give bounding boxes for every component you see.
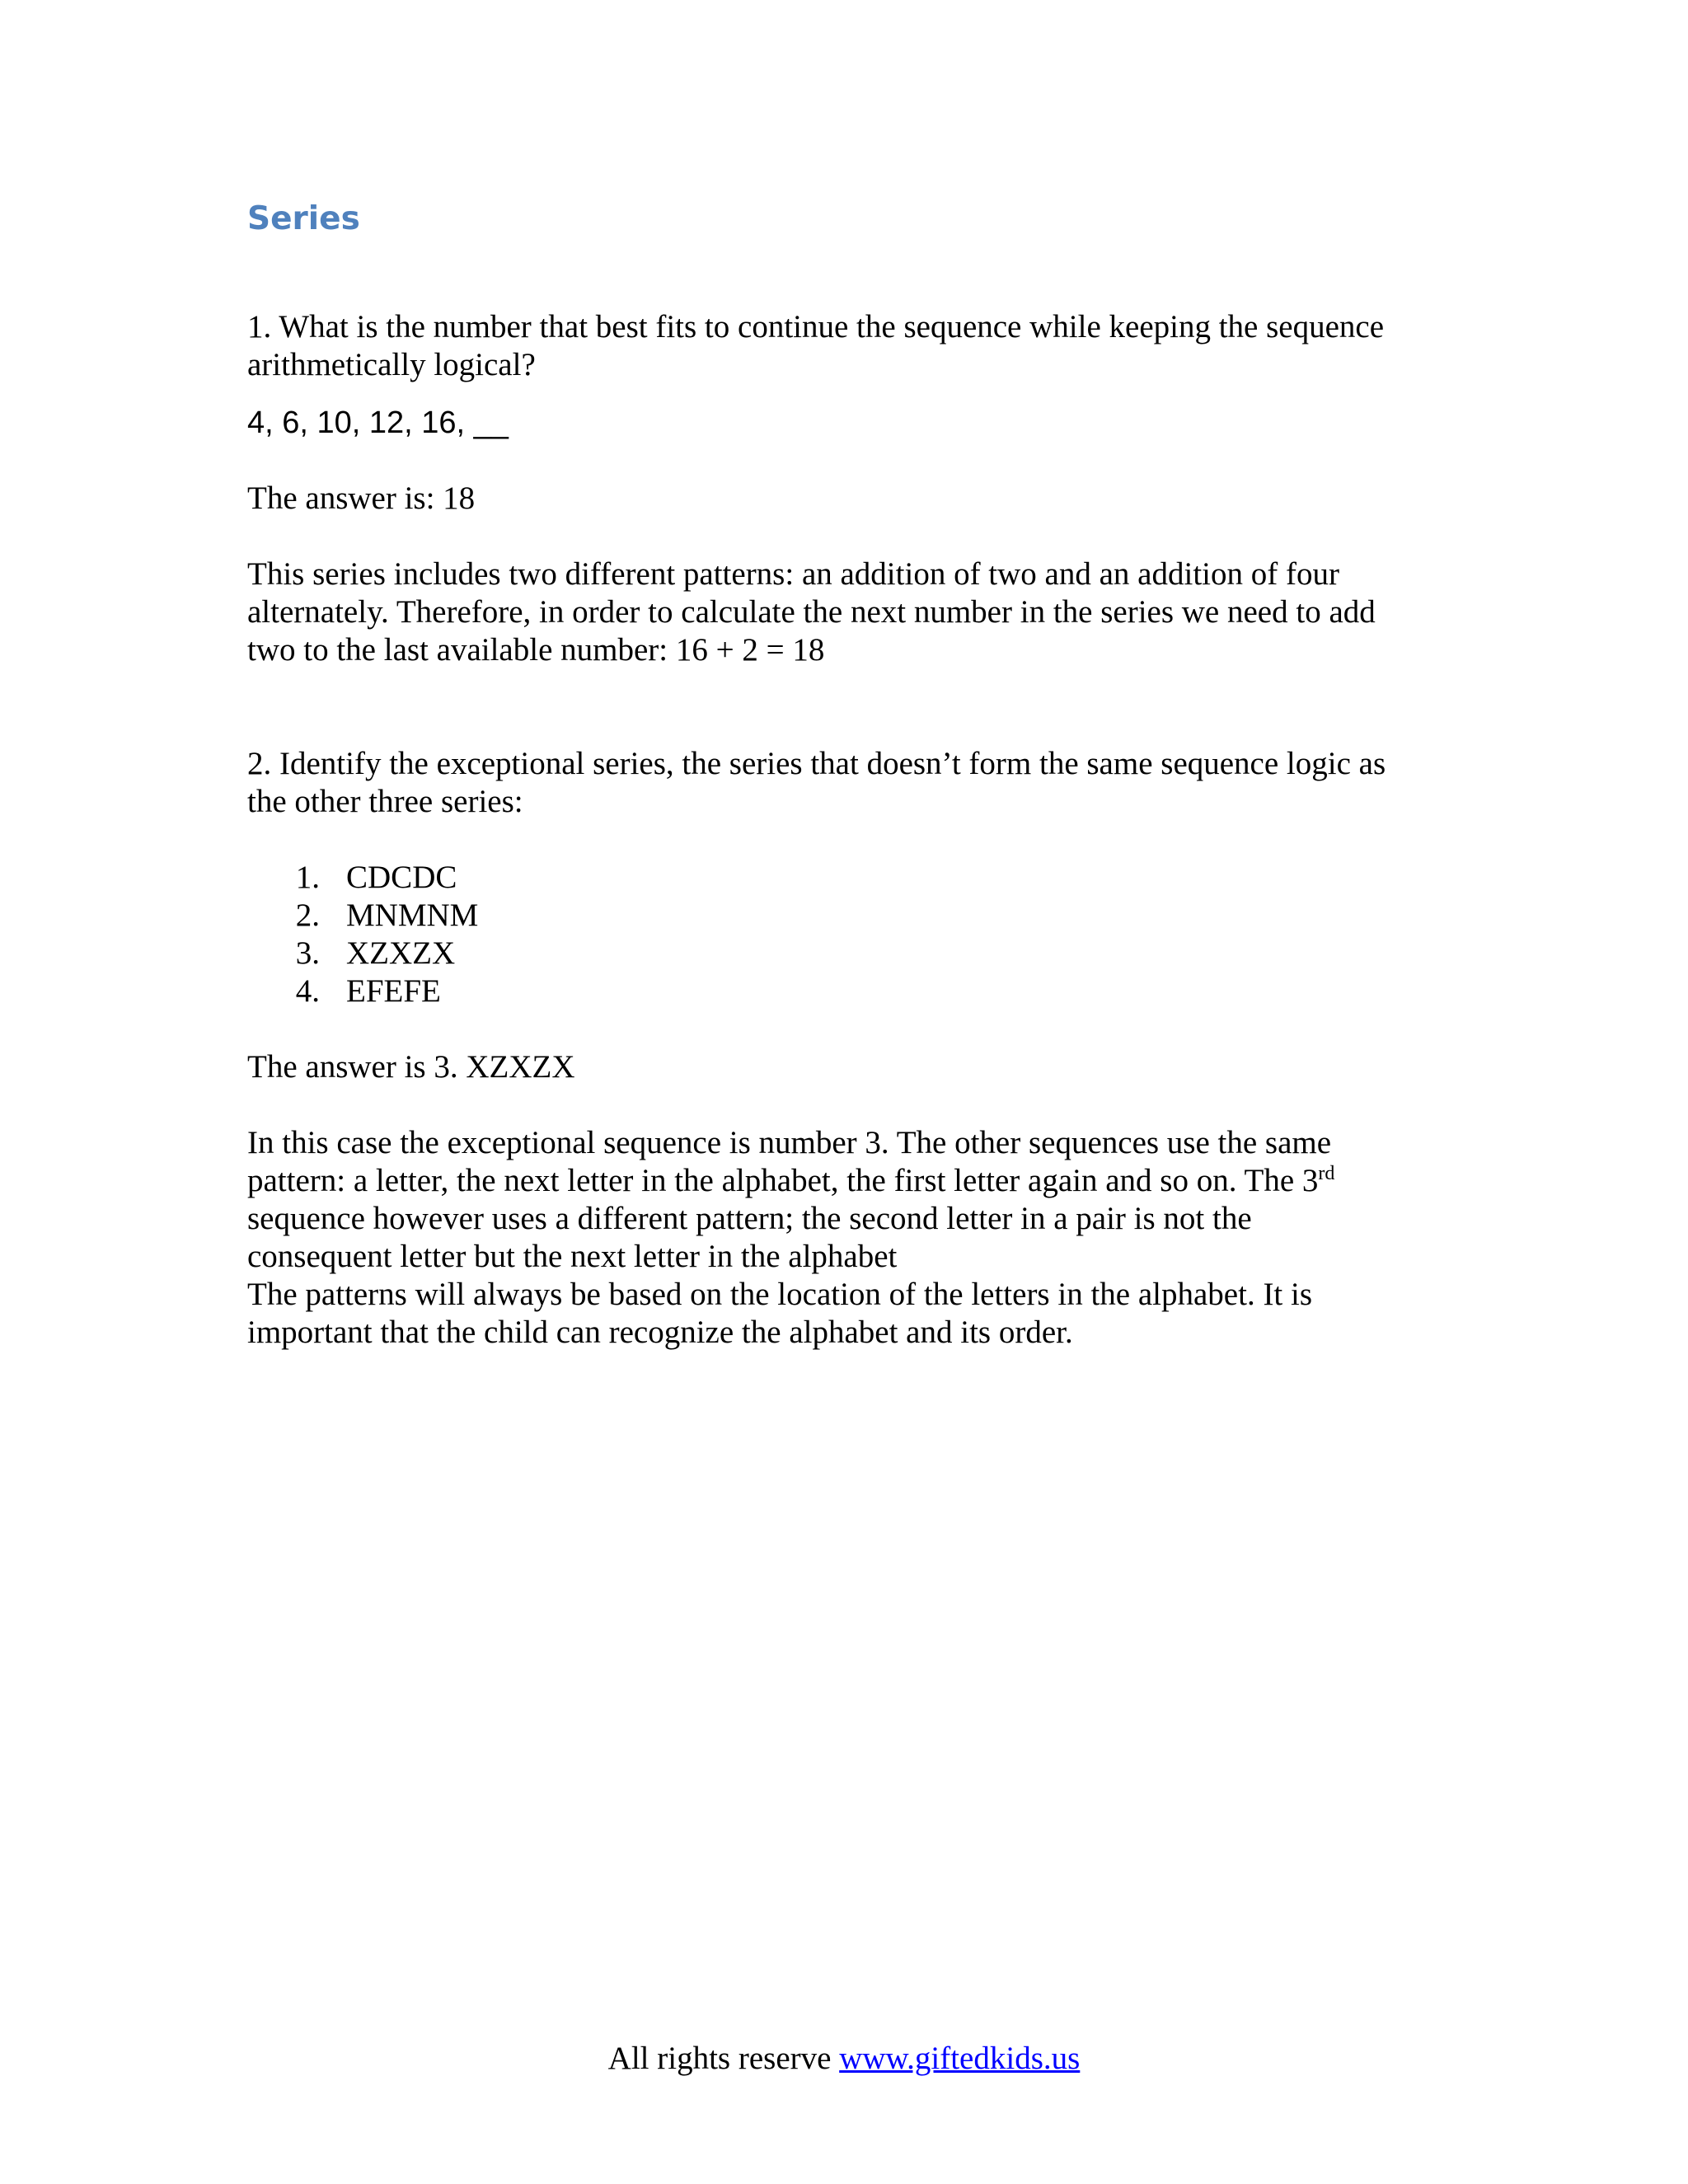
page-content bbox=[247, 198, 1451, 1352]
q2-explanation-line2 bbox=[247, 1162, 1451, 1200]
list-item-text: MNMNM bbox=[346, 898, 479, 933]
list-item-text: CDCDC bbox=[346, 860, 457, 895]
q2-explanation-line1: In this case the exceptional sequence is number 3. The other sequences use the same bbox=[247, 1125, 1332, 1160]
list-item-text: XZXZX bbox=[346, 935, 456, 971]
q2-explanation-line5: The patterns will always be based on the location of the letters in the alphabet. It is bbox=[247, 1277, 1313, 1312]
list-item-text: EFEFE bbox=[346, 973, 441, 1009]
q2-question-line2: the other three series: bbox=[247, 784, 523, 819]
q1-question-line2: arithmetically logical? bbox=[247, 347, 536, 382]
list-item bbox=[247, 935, 1451, 972]
q2-explanation-line3: sequence however uses a different pattern; the second letter in a pair is not the bbox=[247, 1201, 1252, 1236]
q2-answer: The answer is 3. XZXZX bbox=[247, 1049, 575, 1085]
footer-text: All rights reserve bbox=[607, 2041, 840, 2076]
q1-answer: The answer is: 18 bbox=[247, 480, 476, 516]
q1-question-line1: 1. What is the number that best fits to continue the sequence while keeping the sequence bbox=[247, 309, 1385, 344]
q2-explanation-line6: important that the child can recognize the alphabet and its order. bbox=[247, 1315, 1073, 1350]
list-item-number: 4. bbox=[295, 973, 320, 1009]
list-item bbox=[247, 972, 1451, 1010]
list-item-number: 2. bbox=[295, 898, 320, 933]
list-item bbox=[247, 897, 1451, 935]
q2-explanation-line4: consequent letter but the next letter in the alphabet bbox=[247, 1239, 898, 1274]
q2-question-line1: 2. Identify the exceptional series, the series that doesn’t form the same sequence logic as bbox=[247, 746, 1386, 781]
page-footer bbox=[0, 2040, 1688, 2078]
q1-explanation-line1: This series includes two different patterns: an addition of two and an addition of four bbox=[247, 556, 1339, 592]
q1-sequence: 4, 6, 10, 12, 16, __ bbox=[247, 405, 509, 440]
page-title: Series bbox=[247, 200, 360, 237]
q2-options-list bbox=[247, 859, 1451, 1010]
footer-link[interactable]: www.giftedkids.us bbox=[839, 2041, 1081, 2076]
list-item-number: 1. bbox=[295, 860, 320, 895]
q1-explanation-line3: two to the last available number: 16 + 2 = 18 bbox=[247, 632, 825, 668]
q2-explanation-line2-text: pattern: a letter, the next letter in the alphabet, the first letter again and so on. The 3 bbox=[247, 1163, 1319, 1198]
ordinal-suffix: rd bbox=[1318, 1163, 1335, 1184]
list-item bbox=[247, 859, 1451, 897]
q1-explanation-line2: alternately. Therefore, in order to calculate the next number in the series we need to add bbox=[247, 594, 1376, 630]
list-item-number: 3. bbox=[295, 935, 320, 971]
